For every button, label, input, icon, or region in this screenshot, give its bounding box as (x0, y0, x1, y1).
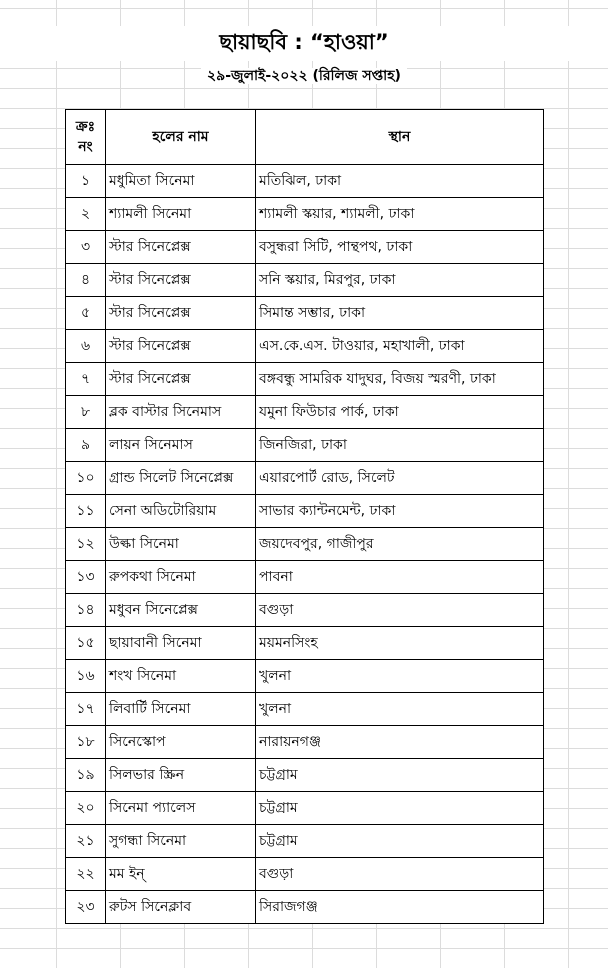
table-row (66, 594, 544, 627)
table-row (66, 660, 544, 693)
table-row (66, 891, 544, 924)
hall-name-cell: মধুবন সিনেপ্লেক্স (106, 594, 256, 627)
hall-name-cell: উল্কা সিনেমা (106, 528, 256, 561)
hall-name-cell: স্টার সিনেপ্লেক্স (106, 231, 256, 264)
serial-cell: ১৭ (66, 693, 106, 726)
hall-column-header: হলের নাম (106, 110, 256, 165)
location-cell: যমুনা ফিউচার পার্ক, ঢাকা (256, 396, 544, 429)
serial-cell: ১০ (66, 462, 106, 495)
subtitle-text: ২৯-জুলাই-২০২২ (রিলিজ সপ্তাহ) (201, 68, 407, 84)
release-date-subtitle (0, 64, 608, 88)
table-row (66, 792, 544, 825)
serial-cell: ১৬ (66, 660, 106, 693)
table-header-row (66, 110, 544, 165)
table-row (66, 693, 544, 726)
location-column-header: স্থান (256, 110, 544, 165)
serial-column-header (66, 110, 106, 165)
table-row (66, 363, 544, 396)
hall-name-cell: সিলভার স্ক্রিন (106, 759, 256, 792)
table-row (66, 231, 544, 264)
serial-cell: ১ (66, 165, 106, 198)
location-cell: সিমান্ত সম্ভার, ঢাকা (256, 297, 544, 330)
serial-cell: ৯ (66, 429, 106, 462)
table-row (66, 759, 544, 792)
hall-name-cell: মধুমিতা সিনেমা (106, 165, 256, 198)
serial-cell: ১২ (66, 528, 106, 561)
table-row (66, 330, 544, 363)
table-row (66, 462, 544, 495)
hall-name-cell: ব্লক বাস্টার সিনেমাস (106, 396, 256, 429)
serial-cell: ৩ (66, 231, 106, 264)
location-cell: চট্টগ্রাম (256, 792, 544, 825)
table-row (66, 726, 544, 759)
table-row (66, 528, 544, 561)
table-body (66, 165, 544, 924)
location-cell: সাভার ক্যান্টনমেন্ট, ঢাকা (256, 495, 544, 528)
serial-cell: ১৯ (66, 759, 106, 792)
hall-name-cell: সুগন্ধা সিনেমা (106, 825, 256, 858)
serial-cell: ৬ (66, 330, 106, 363)
table-row (66, 495, 544, 528)
serial-cell: ৫ (66, 297, 106, 330)
location-cell: নারায়নগঞ্জ (256, 726, 544, 759)
location-cell: এস.কে.এস. টাওয়ার, মহাখালী, ঢাকা (256, 330, 544, 363)
hall-name-cell: ছায়াবানী সিনেমা (106, 627, 256, 660)
serial-cell: ৮ (66, 396, 106, 429)
location-cell: সিরাজগঞ্জ (256, 891, 544, 924)
hall-name-cell: সিনেমা প্যালেস (106, 792, 256, 825)
serial-cell: ২২ (66, 858, 106, 891)
hall-name-cell: রুপকথা সিনেমা (106, 561, 256, 594)
serial-cell: ১৪ (66, 594, 106, 627)
hall-name-cell: সেনা অডিটোরিয়াম (106, 495, 256, 528)
table-row (66, 396, 544, 429)
hall-name-cell: স্টার সিনেপ্লেক্স (106, 297, 256, 330)
hall-name-cell: মম ইন্ (106, 858, 256, 891)
location-cell: বঙ্গবন্ধু সামরিক যাদুঘর, বিজয় স্মরণী, ঢাকা (256, 363, 544, 396)
location-cell: জিনজিরা, ঢাকা (256, 429, 544, 462)
serial-header-line2: নং (78, 139, 93, 155)
hall-name-cell: শ্যামলী সিনেমা (106, 198, 256, 231)
location-cell: এয়ারপোর্ট রোড, সিলেট (256, 462, 544, 495)
table-row (66, 858, 544, 891)
hall-name-cell: লায়ন সিনেমাস (106, 429, 256, 462)
serial-cell: ১১ (66, 495, 106, 528)
table-row (66, 825, 544, 858)
cinema-hall-table (65, 109, 544, 924)
serial-header-line1: ক্রঃ (75, 119, 96, 135)
serial-cell: ১৩ (66, 561, 106, 594)
table-row (66, 561, 544, 594)
hall-name-cell: লিবার্টি সিনেমা (106, 693, 256, 726)
location-cell: জয়দেবপুর, গাজীপুর (256, 528, 544, 561)
serial-cell: ১৫ (66, 627, 106, 660)
location-cell: খুলনা (256, 660, 544, 693)
table-row (66, 165, 544, 198)
location-cell: চট্টগ্রাম (256, 825, 544, 858)
title-text: ছায়াছবি : “হাওয়া” (213, 26, 394, 61)
location-cell: শ্যামলী স্কয়ার, শ্যামলী, ঢাকা (256, 198, 544, 231)
table-row (66, 264, 544, 297)
hall-name-cell: স্টার সিনেপ্লেক্স (106, 363, 256, 396)
location-cell: ময়মনসিংহ (256, 627, 544, 660)
table-row (66, 627, 544, 660)
location-cell: পাবনা (256, 561, 544, 594)
location-cell: বসুন্ধরা সিটি, পান্থপথ, ঢাকা (256, 231, 544, 264)
location-cell: চট্টগ্রাম (256, 759, 544, 792)
hall-name-cell: সিনেস্কোপ (106, 726, 256, 759)
hall-name-cell: গ্রান্ড সিলেট সিনেপ্লেক্স (106, 462, 256, 495)
table-row (66, 429, 544, 462)
hall-name-cell: রুটস সিনেক্লাব (106, 891, 256, 924)
serial-cell: ২ (66, 198, 106, 231)
table-row (66, 297, 544, 330)
serial-cell: ২১ (66, 825, 106, 858)
hall-name-cell: স্টার সিনেপ্লেক্স (106, 264, 256, 297)
table-row (66, 198, 544, 231)
serial-cell: ২০ (66, 792, 106, 825)
serial-cell: ৪ (66, 264, 106, 297)
location-cell: বগুড়া (256, 858, 544, 891)
document-title (0, 26, 608, 61)
serial-cell: ৭ (66, 363, 106, 396)
serial-cell: ১৮ (66, 726, 106, 759)
serial-cell: ২৩ (66, 891, 106, 924)
hall-name-cell: স্টার সিনেপ্লেক্স (106, 330, 256, 363)
hall-name-cell: শংখ সিনেমা (106, 660, 256, 693)
location-cell: বগুড়া (256, 594, 544, 627)
location-cell: মতিঝিল, ঢাকা (256, 165, 544, 198)
location-cell: খুলনা (256, 693, 544, 726)
location-cell: সনি স্কয়ার, মিরপুর, ঢাকা (256, 264, 544, 297)
